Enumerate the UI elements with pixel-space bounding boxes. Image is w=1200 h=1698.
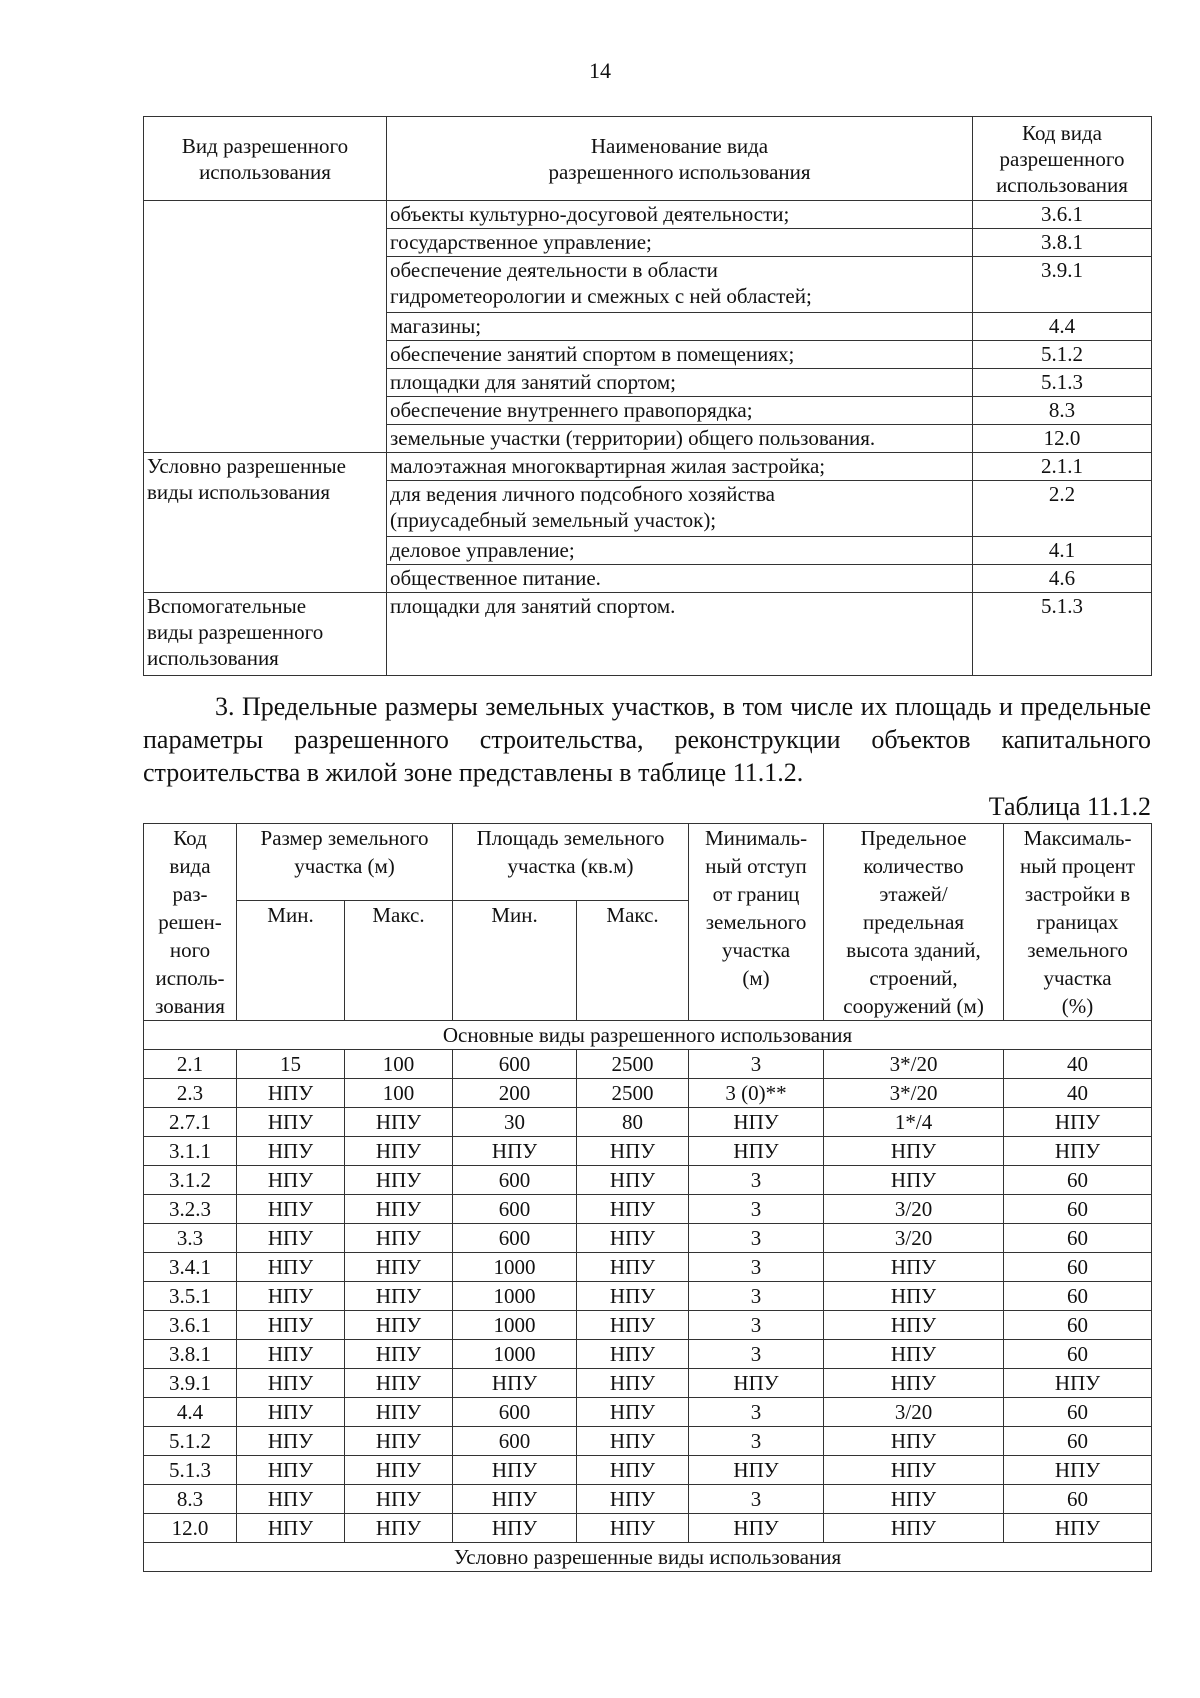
cell-area-min: 200 [453,1079,577,1108]
cell-code: 5.1.3 [144,1456,237,1485]
use-code: 3.6.1 [973,201,1152,229]
cell-area-max: НПУ [577,1137,689,1166]
cell-size-min: НПУ [237,1427,345,1456]
cell-floors-height: НПУ [824,1282,1004,1311]
cell-setback: 3 [689,1224,824,1253]
table-row [144,1195,1152,1224]
use-code: 4.1 [973,537,1152,565]
cell-code: 5.1.2 [144,1427,237,1456]
header-plot-area: Площадь земельного участка (кв.м) [453,824,689,901]
table-row [144,1137,1152,1166]
cell-size-min: НПУ [237,1195,345,1224]
use-name: площадки для занятий спортом; [387,369,973,397]
cell-setback: 3 [689,1282,824,1311]
cell-setback: 3 [689,1195,824,1224]
cell-code: 4.4 [144,1398,237,1427]
cell-area-min: НПУ [453,1485,577,1514]
use-code: 4.6 [973,565,1152,593]
cell-area-max: НПУ [577,1398,689,1427]
header-category: Вид разрешенного использования [144,117,387,201]
header-code: Код вида разрешенного использования [973,117,1152,201]
cell-size-max: НПУ [345,1195,453,1224]
cell-code: 3.8.1 [144,1340,237,1369]
cell-area-min: 30 [453,1108,577,1137]
cell-size-min: НПУ [237,1253,345,1282]
cell-floors-height: НПУ [824,1427,1004,1456]
cell-area-max: 80 [577,1108,689,1137]
cell-size-max: НПУ [345,1282,453,1311]
cell-area-max: НПУ [577,1485,689,1514]
use-name: объекты культурно-досуговой деятельности; [387,201,973,229]
cell-size-max: НПУ [345,1456,453,1485]
cell-floors-height: НПУ [824,1485,1004,1514]
cell-area-min: 600 [453,1398,577,1427]
use-code: 2.2 [973,481,1152,537]
use-name: деловое управление; [387,537,973,565]
cell-coverage: 60 [1004,1311,1152,1340]
cell-coverage: 60 [1004,1166,1152,1195]
header-name: Наименование вида разрешенного использования [387,117,973,201]
table-row [144,1514,1152,1543]
cell-size-min: НПУ [237,1311,345,1340]
section-row [144,1543,1152,1572]
cell-size-max: НПУ [345,1340,453,1369]
cell-coverage: НПУ [1004,1369,1152,1398]
header-area-max: Макс. [577,901,689,1021]
cell-floors-height: 3/20 [824,1398,1004,1427]
cell-area-max: НПУ [577,1224,689,1253]
header-area-min: Мин. [453,901,577,1021]
permitted-use-table [143,116,1152,676]
table-row [144,1456,1152,1485]
use-name: магазины; [387,313,973,341]
cell-floors-height: 3/20 [824,1195,1004,1224]
cell-area-max: НПУ [577,1166,689,1195]
cell-floors-height: НПУ [824,1137,1004,1166]
cell-area-min: НПУ [453,1514,577,1543]
cell-code: 8.3 [144,1485,237,1514]
cell-setback: НПУ [689,1369,824,1398]
cell-coverage: 60 [1004,1195,1152,1224]
table-row [144,1485,1152,1514]
cell-coverage: 60 [1004,1485,1152,1514]
use-name: обеспечение деятельности в области гидрометеорологии и смежных с ней областей; [387,257,973,313]
use-name: площадки для занятий спортом. [387,593,973,676]
cell-setback: 3 [689,1166,824,1195]
cell-setback: НПУ [689,1137,824,1166]
cell-floors-height: 1*/4 [824,1108,1004,1137]
table-row [144,1398,1152,1427]
table-header-row [144,824,1152,901]
section-row [144,1021,1152,1050]
category-conditional: Условно разрешенные виды использования [144,453,387,593]
cell-floors-height: НПУ [824,1514,1004,1543]
cell-size-min: НПУ [237,1224,345,1253]
table-row [144,1311,1152,1340]
cell-floors-height: НПУ [824,1253,1004,1282]
cell-coverage: 60 [1004,1398,1152,1427]
cell-coverage: НПУ [1004,1514,1152,1543]
table-row [144,1427,1152,1456]
cell-size-min: НПУ [237,1340,345,1369]
cell-size-min: НПУ [237,1137,345,1166]
cell-area-min: 600 [453,1166,577,1195]
cell-area-min: НПУ [453,1456,577,1485]
cell-area-max: 2500 [577,1050,689,1079]
cell-size-max: 100 [345,1079,453,1108]
cell-area-max: 2500 [577,1079,689,1108]
table-row [144,1224,1152,1253]
use-name: для ведения личного подсобного хозяйства (приусадебный земельный участок); [387,481,973,537]
cell-floors-height: НПУ [824,1340,1004,1369]
cell-setback: 3 [689,1398,824,1427]
use-code: 12.0 [973,425,1152,453]
cell-floors-height: 3/20 [824,1224,1004,1253]
cell-size-max: НПУ [345,1311,453,1340]
cell-size-max: НПУ [345,1398,453,1427]
use-code: 5.1.2 [973,341,1152,369]
cell-floors-height: НПУ [824,1166,1004,1195]
page-number: 14 [589,58,611,83]
cell-setback: 3 [689,1340,824,1369]
table-row [144,1369,1152,1398]
cell-code: 3.5.1 [144,1282,237,1311]
cell-area-min: НПУ [453,1137,577,1166]
cell-size-min: 15 [237,1050,345,1079]
cell-size-max: НПУ [345,1137,453,1166]
cell-setback: 3 (0)** [689,1079,824,1108]
cell-code: 12.0 [144,1514,237,1543]
cell-area-max: НПУ [577,1427,689,1456]
section-main: Основные виды разрешенного использования [144,1021,1152,1050]
cell-code: 3.3 [144,1224,237,1253]
table-row [144,453,1152,481]
header-size-min: Мин. [237,901,345,1021]
table-row [144,1282,1152,1311]
table-row [144,1050,1152,1079]
cell-size-max: НПУ [345,1166,453,1195]
cell-code: 3.9.1 [144,1369,237,1398]
cell-coverage: 40 [1004,1079,1152,1108]
cell-size-max: НПУ [345,1485,453,1514]
cell-size-min: НПУ [237,1079,345,1108]
cell-size-max: НПУ [345,1108,453,1137]
table-row [144,1253,1152,1282]
cell-coverage: 40 [1004,1050,1152,1079]
cell-area-min: 1000 [453,1340,577,1369]
header-setback: Минималь- ный отступ от границ земельного участка (м) [689,824,824,1021]
cell-code: 3.6.1 [144,1311,237,1340]
cell-area-min: 600 [453,1195,577,1224]
cell-area-min: НПУ [453,1369,577,1398]
table-row [144,1079,1152,1108]
use-name: земельные участки (территории) общего пользования. [387,425,973,453]
cell-size-min: НПУ [237,1166,345,1195]
cell-area-max: НПУ [577,1311,689,1340]
cell-area-max: НПУ [577,1340,689,1369]
cell-size-max: НПУ [345,1427,453,1456]
table-caption: Таблица 11.1.2 [988,792,1151,821]
cell-code: 2.7.1 [144,1108,237,1137]
cell-setback: НПУ [689,1514,824,1543]
header-code: Код вида раз- решен- ного исполь- зования [144,824,237,1021]
use-code: 8.3 [973,397,1152,425]
cell-coverage: НПУ [1004,1137,1152,1166]
cell-area-max: НПУ [577,1456,689,1485]
cell-size-min: НПУ [237,1456,345,1485]
cell-area-max: НПУ [577,1369,689,1398]
cell-area-min: 1000 [453,1253,577,1282]
cell-size-max: НПУ [345,1369,453,1398]
cell-coverage: 60 [1004,1253,1152,1282]
cell-floors-height: 3*/20 [824,1050,1004,1079]
header-floors-height: Предельное количество этажей/ предельная высота зданий, строений, сооружений (м) [824,824,1004,1021]
header-plot-size: Размер земельного участка (м) [237,824,453,901]
cell-coverage: НПУ [1004,1456,1152,1485]
cell-floors-height: НПУ [824,1311,1004,1340]
cell-area-max: НПУ [577,1195,689,1224]
use-code: 2.1.1 [973,453,1152,481]
cell-area-max: НПУ [577,1253,689,1282]
cell-area-max: НПУ [577,1514,689,1543]
table-header-row [144,117,1152,201]
use-code: 4.4 [973,313,1152,341]
cell-setback: 3 [689,1311,824,1340]
cell-code: 3.1.1 [144,1137,237,1166]
cell-area-max: НПУ [577,1282,689,1311]
cell-size-max: НПУ [345,1514,453,1543]
cell-code: 2.3 [144,1079,237,1108]
use-name: общественное питание. [387,565,973,593]
use-name: обеспечение занятий спортом в помещениях; [387,341,973,369]
header-size-max: Макс. [345,901,453,1021]
cell-floors-height: НПУ [824,1456,1004,1485]
cell-area-min: 600 [453,1224,577,1253]
cell-size-min: НПУ [237,1485,345,1514]
body-paragraph: 3. Предельные размеры земельных участков, в том числе их площадь и предельные параметры разрешенного строительства, реконструкции объектов капитального строительства в жилой зоне представлены в таблице 11.1.2. [143,692,1151,787]
cell-code: 3.2.3 [144,1195,237,1224]
table-row [144,1108,1152,1137]
cell-coverage: 60 [1004,1224,1152,1253]
cell-code: 3.1.2 [144,1166,237,1195]
cell-area-min: 1000 [453,1311,577,1340]
cell-coverage: 60 [1004,1340,1152,1369]
cell-code: 3.4.1 [144,1253,237,1282]
cell-setback: 3 [689,1253,824,1282]
cell-area-min: 1000 [453,1282,577,1311]
cell-size-max: 100 [345,1050,453,1079]
section-conditional: Условно разрешенные виды использования [144,1543,1152,1572]
table-row [144,1340,1152,1369]
cell-setback: 3 [689,1050,824,1079]
cell-code: 2.1 [144,1050,237,1079]
use-code: 3.8.1 [973,229,1152,257]
cell-size-min: НПУ [237,1108,345,1137]
header-coverage: Максималь- ный процент застройки в границах земельного участка (%) [1004,824,1152,1021]
category-auxiliary: Вспомогательные виды разрешенного использования [144,593,387,676]
use-code: 5.1.3 [973,593,1152,676]
cell-area-min: 600 [453,1427,577,1456]
table-row [144,593,1152,676]
cell-setback: НПУ [689,1108,824,1137]
cell-coverage: НПУ [1004,1108,1152,1137]
cell-size-max: НПУ [345,1253,453,1282]
table-row [144,1166,1152,1195]
cell-coverage: 60 [1004,1427,1152,1456]
table-row [144,201,1152,229]
cell-size-max: НПУ [345,1224,453,1253]
use-name: государственное управление; [387,229,973,257]
use-name: малоэтажная многоквартирная жилая застройка; [387,453,973,481]
parameters-table [143,823,1152,1572]
cell-coverage: 60 [1004,1282,1152,1311]
cell-size-min: НПУ [237,1282,345,1311]
cell-size-min: НПУ [237,1398,345,1427]
cell-setback: 3 [689,1427,824,1456]
cell-size-min: НПУ [237,1514,345,1543]
cell-area-min: 600 [453,1050,577,1079]
cell-floors-height: НПУ [824,1369,1004,1398]
cell-setback: 3 [689,1485,824,1514]
use-name: обеспечение внутреннего правопорядка; [387,397,973,425]
cell-size-min: НПУ [237,1369,345,1398]
use-code: 3.9.1 [973,257,1152,313]
cell-setback: НПУ [689,1456,824,1485]
use-code: 5.1.3 [973,369,1152,397]
category-cell-continued [144,201,387,453]
cell-floors-height: 3*/20 [824,1079,1004,1108]
